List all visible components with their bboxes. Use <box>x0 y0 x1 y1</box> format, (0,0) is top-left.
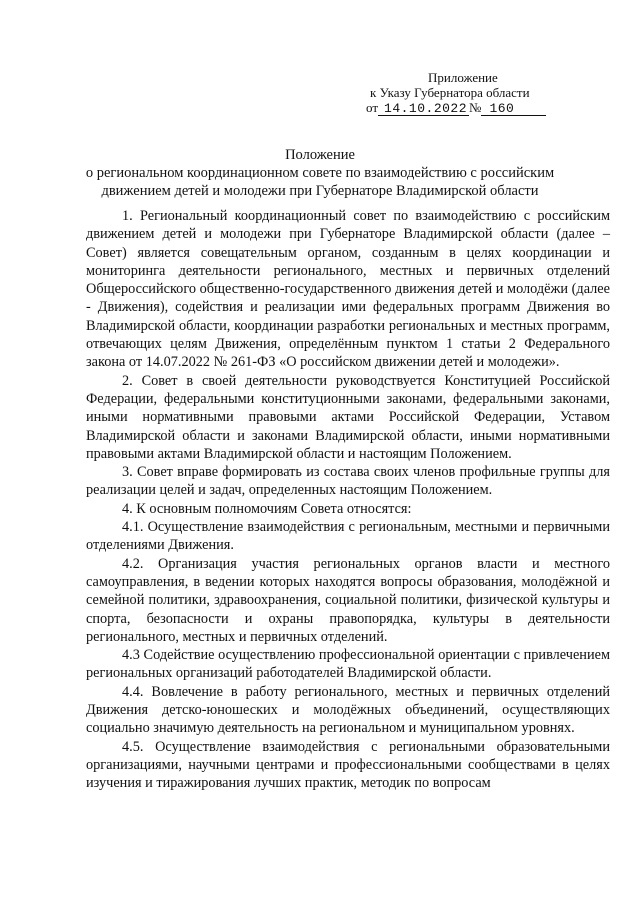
appendix-number-sign: № <box>469 100 482 115</box>
document-subtitle: о региональном координационном совете по взаимодействию с российским движением детей и молодежи при Губернаторе Владимирской области <box>85 165 555 199</box>
document-heading <box>78 146 562 200</box>
appendix-number: 160 <box>481 102 546 116</box>
paragraph-4-2: 4.2. Организация участия региональных органов власти и местного самоуправления, в ведении которых находятся вопросы образования, молодёжной и семейной политики, здравоохранения, социальной политики, физической культуры и спорта, безопасности и охраны правопорядка, культуры в деятельности регионального, местных и первичных отделений. <box>86 555 610 645</box>
appendix-from-label: от <box>366 100 379 115</box>
paragraph-4-5: 4.5. Осуществление взаимодействия с региональными образовательными организациями, научными центрами и профессиональными сообществами в целях изучения и тиражирования лучших практик, методик по вопросам <box>86 738 610 792</box>
paragraph-4-3: 4.3 Содействие осуществлению профессиональной ориентации с привлечением региональных организаций работодателей Владимирской области. <box>86 647 610 682</box>
paragraph-4: 4. К основным полномочиям Совета относятся: <box>122 500 412 517</box>
paragraph-3: 3. Совет вправе формировать из состава своих членов профильные группы для реализации целей и задач, определенных настоящим Положением. <box>86 464 610 499</box>
appendix-decree-ref: к Указу Губернатора области <box>370 85 530 100</box>
document-body <box>86 207 610 793</box>
appendix-date-row <box>366 100 566 116</box>
paragraph-1: 1. Региональный координационный совет по взаимодействию с российским движением детей и молодежи при Губернаторе Владимирской области (далее – Совет) является совещательным органом, созданным в целях координации и мониторинга деятельности регионального, местных и первичных отделений Общероссийского общественно-государственного движения детей и молодёжи (далее - Движения), содействия и реализации ими федеральных программ Движения во Владимирской области, координации разработки региональных и местных программ, отвечающих целям Движения, определённым пунктом 1 статьи 2 Федерального закона от 14.07.2022 № 261-ФЗ «О российском движении детей и молодежи». <box>86 208 610 371</box>
appendix-block <box>366 70 566 116</box>
paragraph-4-1: 4.1. Осуществление взаимодействия с региональным, местными и первичными отделениями Движения. <box>86 519 610 554</box>
document-title: Положение <box>285 147 355 163</box>
appendix-title: Приложение <box>428 70 498 85</box>
paragraph-4-4: 4.4. Вовлечение в работу регионального, местных и первичных отделений Движения детско-юношеских и молодёжных объединений, осуществляющих социально значимую деятельность на региональном и муниципальном уровнях. <box>86 683 610 737</box>
appendix-date: 14.10.2022 <box>378 102 469 116</box>
paragraph-2: 2. Совет в своей деятельности руководствуется Конституцией Российской Федерации, федеральными конституционными законами, федеральными законами, иными нормативными правовыми актами Российской Федерации, Уставом Владимирской области и законами Владимирской области, иными нормативными правовыми актами Владимирской области и настоящим Положением. <box>86 372 610 462</box>
